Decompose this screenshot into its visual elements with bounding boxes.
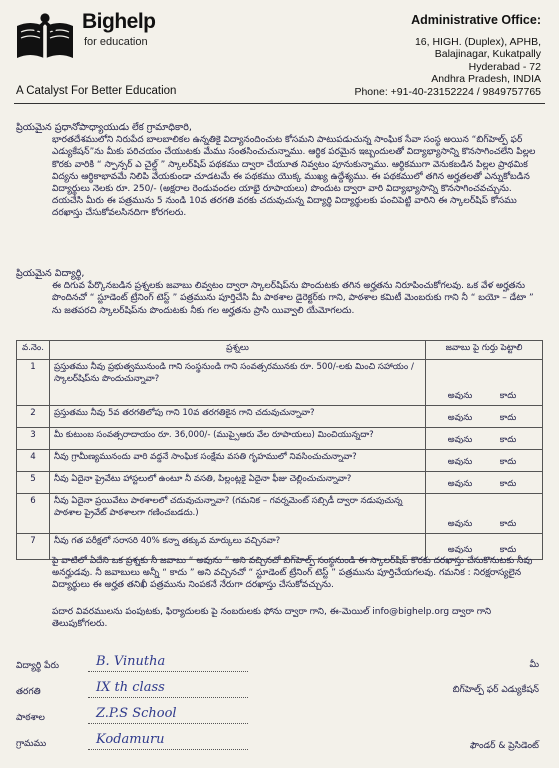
answer-yes[interactable]: అవును — [447, 519, 473, 529]
answer-options — [426, 406, 543, 428]
answer-no[interactable]: కాదు — [499, 457, 517, 467]
address-line: Balajinagar, Kukatpally — [434, 48, 541, 60]
fill-line — [88, 697, 248, 698]
question-text: నీవు ఏదైనా ప్రైవేటు హాస్టలులో ఉంటూ నీ వసతి, పిల్లంట్లకై ఏదైనా ఫీజు చెల్లించుచున్నావా? — [50, 472, 426, 494]
answer-yes[interactable]: అవును — [447, 545, 473, 555]
handwritten-class[interactable]: IX th class — [96, 680, 165, 695]
salutation-student: ప్రియమైన విద్యార్థి, — [16, 268, 85, 279]
answer-no[interactable]: కాదు — [499, 519, 517, 529]
column-header-answer: జవాబు పై గుర్తు పెట్టాలి — [426, 341, 543, 360]
signature-yours: మీ — [529, 660, 539, 670]
question-text: నీవు గ్రామీణ్యమునందు వారి వద్దనే సాంఘిక సంక్షేమ వసతి గృహములో నివసించుచున్నావా? — [50, 450, 426, 472]
answer-yes[interactable]: అవును — [447, 391, 473, 401]
student-details-form — [16, 655, 276, 759]
salutation-headmaster: ప్రియమైన ప్రధానోపాధ్యాయుడు లేక గ్రామాధికారి, — [16, 122, 192, 133]
row-number: 3 — [17, 428, 50, 450]
table-row — [17, 428, 543, 450]
answer-no[interactable]: కాదు — [499, 545, 517, 555]
label-village: గ్రామము — [16, 739, 47, 749]
answer-yes[interactable]: అవును — [447, 479, 473, 489]
letter-section-student — [16, 268, 541, 317]
question-text: మీ కుటుంబ సంవత్సరాదాయం రూ. 36,000/- (ముప్పైఆరు వేల రూపాయలు) మించియున్నదా? — [50, 428, 426, 450]
label-class: తరగతి — [16, 687, 41, 697]
column-header-question: ప్రశ్నలు — [50, 341, 426, 360]
table-row — [17, 450, 543, 472]
answer-no[interactable]: కాదు — [499, 435, 517, 445]
answer-options — [426, 360, 543, 406]
row-number: 1 — [17, 360, 50, 406]
row-number: 6 — [17, 494, 50, 534]
row-number: 7 — [17, 534, 50, 560]
answer-options — [426, 428, 543, 450]
fill-line — [88, 671, 248, 672]
address-line: 16, HIGH. (Duplex), APHB, — [414, 35, 541, 48]
table-row — [17, 360, 543, 406]
answer-no[interactable]: కాదు — [499, 391, 517, 401]
label-school: పాఠశాల — [16, 713, 45, 723]
letter-section-head — [16, 122, 541, 220]
table-row — [17, 494, 543, 534]
signature-title: ఫౌండర్ & ప్రెసిడెంట్ — [469, 741, 539, 751]
handwritten-village[interactable]: Kodamuru — [96, 732, 165, 747]
answer-yes[interactable]: అవును — [447, 413, 473, 423]
book-person-logo-icon — [14, 12, 76, 64]
question-text: ప్రస్తుతము నీవు 5వ తరగతిలోపు గాని 10వ తరగతికైన గాని చదువుచున్నావా? — [50, 406, 426, 428]
address-line: Andhra Pradesh, INDIA — [431, 73, 541, 85]
contact-text: పదార వివరములను పంపుటకు, ఫిర్యాదులకు పై నంబరులకు ఫోను ద్వారా గాని, ఈ-మెయిల్ info@bighelp.org ద్వారా గాని తెలుపుకోగలరు. — [52, 607, 492, 630]
question-text: నీవు గత పరీక్షలో సరాసరి 40% కన్నా తక్కువ మార్కులు వచ్చినవా? — [50, 534, 426, 560]
fill-line — [88, 723, 248, 724]
brand-name: Bighelp — [82, 10, 156, 33]
field-class — [16, 681, 276, 707]
table-header-row — [17, 341, 543, 360]
note-text: పై వాటిలో ఏదేని ఒక ప్రశ్నకు నీ జవాబు “ అవును ” అని వచ్చినచో బిగ్‌హెల్ప్ సంస్థనుండి ఈ స్కాలర్‌షిప్ కొరకు దరఖాస్తు చేసుకొనుటకు నీవు అనర్హుడవు. నీ జవాబులు అన్నీ “ కాదు ” అని వచ్చినచో “ స్టూడెంట్ ట్రేనింగ్ టెస్ట్ ” పత్రమును పూర్తిచేయగలవు. గమనిక : నిరక్షరాస్యలైన విద్యార్థులు ఈ అర్హత తనిఖీ పత్రమును నింపకనే నేరుగా దరఖాస్తు చేసుకోవచ్చును. — [52, 556, 533, 591]
table-row — [17, 472, 543, 494]
office-address-block — [241, 14, 541, 98]
eligibility-table — [16, 340, 543, 560]
answer-yes[interactable]: అవును — [447, 435, 473, 445]
field-school — [16, 707, 276, 733]
answer-options — [426, 472, 543, 494]
label-student-name: విద్యార్థి పేరు — [16, 661, 59, 671]
brand-subtitle: for education — [84, 36, 148, 48]
answer-no[interactable]: కాదు — [499, 479, 517, 489]
address-line: Hyderabad - 72 — [468, 60, 541, 73]
phone-number: Phone: +91-40-23152224 / 9849757765 — [354, 85, 541, 98]
answer-yes[interactable]: అవును — [447, 457, 473, 467]
handwritten-school[interactable]: Z.P.S School — [96, 706, 177, 721]
row-number: 4 — [17, 450, 50, 472]
answer-options — [426, 450, 543, 472]
field-village — [16, 733, 276, 759]
answer-options — [426, 494, 543, 534]
question-text: నీవు ఏదైనా ప్రయివేటు పాఠశాలలో చదువుచున్నావా? (గమనిక – గవర్నమెంట్ సబ్సిడీ ద్వారా నడుపుచున్న పాఠశాల ప్రైవేట్ పాఠశాలగా గణించబడదు.) — [50, 494, 426, 534]
row-number: 2 — [17, 406, 50, 428]
office-heading: Administrative Office: — [411, 13, 541, 27]
signature-organization: బిగ్‌హెల్ప్ ఫర్ ఎడ్యుకేషన్ — [452, 685, 539, 695]
handwritten-student-name[interactable]: B. Vinutha — [96, 654, 166, 669]
field-student-name — [16, 655, 276, 681]
tagline: A Catalyst For Better Education — [16, 85, 177, 97]
intro-paragraph: భారతదేశములోని నిరుపేద బాలబాలికల ఉన్నతికై విద్యానందించుట కోసమని పాటుపడుచున్న సాంఘిక సేవా సంస్థ అయిన “బిగ్‌హెల్ప్ ఫర్ ఎడ్యుకేషన్”ను మీకు పరిచయం చేయుటకు మేము సంతసించుచున్నాము. ఆర్థిక పరమైన ఇబ్బందులతో విద్యాభ్యాసాన్ని కొనసాగించలేని పిల్లల కొరకు వారికి “ స్పాన్సర్ ఎ చైల్డ్ ” స్కాలర్‌షిప్ పథకము ద్వారా చేయూత నివ్వటం పూనుకున్నాము. ఆర్థికముగా వెనుకబడిన పిల్లల ప్రాథమిక విద్యను ఆర్థికాభావమే నిలిపి వేయకుండా చూడటమే ఈ పథకము యొక్క ముఖ్య ఉద్దేశ్యము. ఈ పథకములో తగిన అర్హతలతో ఎన్నుకోబడిన విద్యార్థులు నెలకు రూ. 250/- (అక్షరాల రెండువందల యాభై రూపాయలు) పొందుట ద్వారా వారి విద్యాభ్యాసాన్ని కొనసాగించవచ్చును. దయచేసి మీరు ఈ పత్రమును 5 నుండి 10వ తరగతి వరకు చదువుచున్న విద్యార్థి విద్యార్థులకు పంచిపెట్టి వారిని ఈ స్కాలర్‌షిప్ కోసము దరఖాస్తు చేసుకోవలసినదిగా కోరగలరు. — [52, 135, 536, 219]
header-divider — [14, 103, 545, 104]
answer-no[interactable]: కాదు — [499, 413, 517, 423]
question-text: ప్రస్తుతము నీవు ప్రభుత్వమునుండి గాని సంస్థనుండి గాని సంవత్సరమునకు రూ. 500/-లకు మించి సహాయం / స్కాలర్‌షిప్‌ను పొందుచున్నావా? — [50, 360, 426, 406]
contact-paragraph — [16, 606, 541, 630]
row-number: 5 — [17, 472, 50, 494]
column-header-number: వ.నెం. — [17, 341, 50, 360]
eligibility-note-paragraph — [16, 555, 541, 592]
instruction-paragraph: ఈ దిగువ పేర్కొనబడిన ప్రశ్నలకు జవాబు లివ్వటం ద్వారా స్కాలర్‌షిప్‌ను పొందుటకు తగిన అర్హతను నిరూపించుకోగలవు. ఒక వేళ అర్హతను పొందినచో “ స్టూడెంట్ ట్రేనింగ్ టెస్ట్ ” పత్రమును పూర్తిచేసి మీ పాఠశాల డైరెక్టర్‌కు గాని, పాఠశాల కమిటీ మెంబరుకు గాని నీ “ బయో – డేటా ” ను జతపరచి స్కాలర్‌షిప్‌ను పొందుటకు నీకు గల అర్హతను ప్రాసి యివ్వాలి యేమోగలదు. — [52, 281, 534, 316]
fill-line — [88, 749, 248, 750]
table-row — [17, 406, 543, 428]
